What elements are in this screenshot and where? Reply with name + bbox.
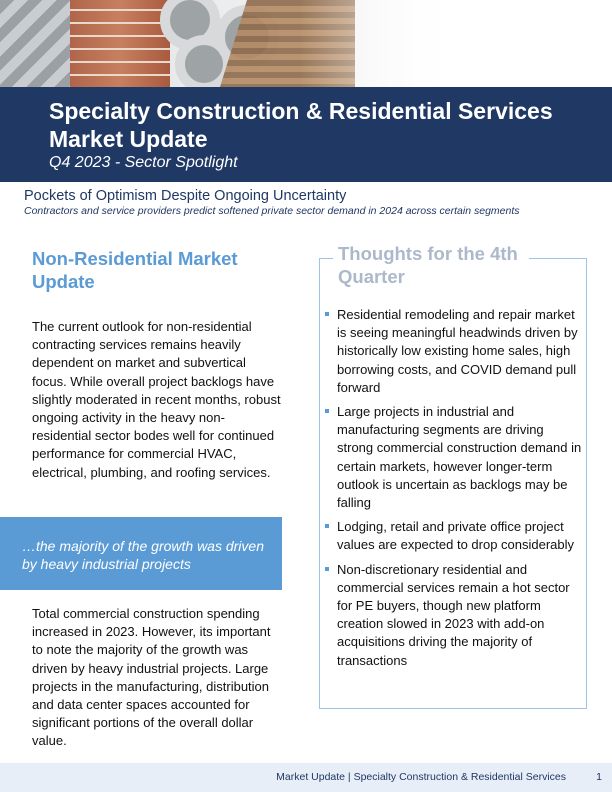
bullet-item	[325, 306, 583, 397]
thoughts-box-title: Thoughts for the 4th Quarter	[338, 243, 518, 287]
pull-quote	[0, 517, 282, 590]
bullet-item	[325, 403, 583, 512]
box-border-top-left	[319, 258, 333, 259]
bullet-item	[325, 561, 583, 670]
bullet-text: Lodging, retail and private office project values are expected to drop considerably	[337, 519, 575, 553]
square-bullet-icon	[325, 312, 329, 316]
box-border-top-right	[529, 258, 587, 259]
document-title: Specialty Construction & Residential Services Market Update	[49, 98, 553, 152]
document-subtitle: Q4 2023 - Sector Spotlight	[49, 154, 238, 171]
square-bullet-icon	[325, 409, 329, 413]
section-title-non-residential: Non-Residential Market Update	[32, 248, 238, 292]
hero-fade	[300, 0, 612, 87]
brick-stack-image	[70, 0, 170, 87]
bullet-text: Non-discretionary residential and commercial services remain a hot sector for PE buyers, though new platform creation slowed in 2023 with add-on acquisitions driving the majority of transactions	[337, 561, 570, 668]
paragraph-outlook: The current outlook for non-residential contracting services remains heavily dependent on market and subvertical focus. While overall project backlogs have slightly moderated in recent months, robust ongoing activity in the heavy non-residential sector bodes well for continued performance for commercial HVAC, electrical, plumbing, and roofing services.	[32, 319, 281, 480]
footer-text: Market Update | Specialty Construction & Residential Services	[276, 771, 566, 783]
page-number: 1	[596, 771, 602, 783]
pull-quote-text: …the majority of the growth was driven by heavy industrial projects	[22, 538, 264, 572]
square-bullet-icon	[325, 567, 329, 571]
paragraph-spending: Total commercial construction spending increased in 2023. However, its important to note the majority of the growth was driven by heavy industrial projects. Large projects in the manufacturing, distribution and data center spaces accounted for significant portions of the overall dollar value.	[32, 606, 271, 749]
page-footer	[0, 763, 612, 792]
square-bullet-icon	[325, 524, 329, 528]
intro-headline: Pockets of Optimism Despite Ongoing Uncertainty	[24, 188, 347, 204]
bullet-text: Large projects in industrial and manufacturing segments are driving strong commercial construction demand in certain markets, however longer-term outlook is uncertain as backlogs may be falling	[337, 404, 582, 511]
concrete-blocks-image	[0, 0, 70, 87]
thoughts-bullet-list	[325, 306, 583, 676]
intro-subheadline: Contractors and service providers predict softened private sector demand in 2024 across certain segments	[24, 205, 520, 217]
bullet-text: Residential remodeling and repair market is seeing meaningful headwinds driven by historically low existing home sales, high borrowing costs, and COVID demand pull forward	[337, 307, 578, 395]
bullet-item	[325, 518, 583, 554]
title-banner	[0, 87, 612, 182]
hero-photo-strip	[0, 0, 612, 87]
